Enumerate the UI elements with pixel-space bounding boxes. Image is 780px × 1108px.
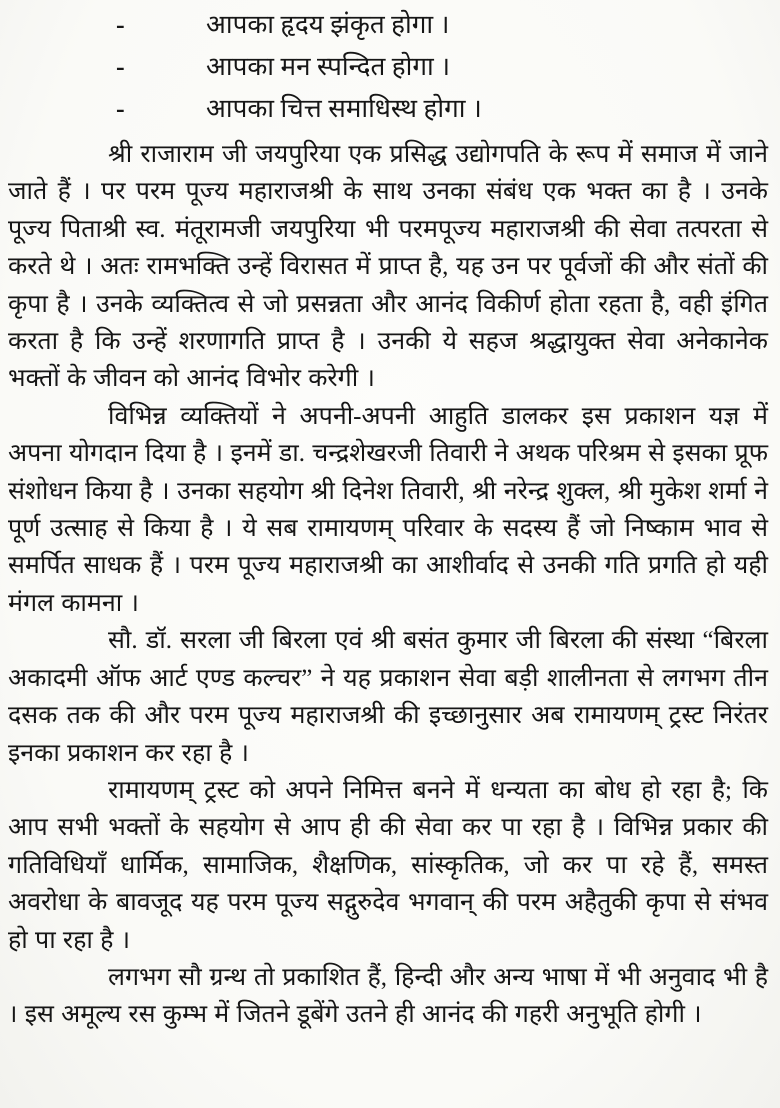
paragraph: श्री राजाराम जी जयपुरिया एक प्रसिद्ध उद्योगपति के रूप में समाज में जाने जाते हैं । पर परम पूज्य महाराजश्री के साथ उनका संबंध एक भक्त का है । उनके पूज्य पिताश्री स्व. मंतूरामजी जयपुरिया भी परमपूज्य महाराजश्री की सेवा तत्परता से करते थे । अतः रामभक्ति उन्हें विरासत में प्राप्त है, यह उन पर पूर्वजों की और संतों की कृपा है । उनके व्यक्तित्व से जो प्रसन्नता और आनंद विकीर्ण होता रहता है, वही इंगित करता है कि उन्हें शरणागति प्राप्त है । उनकी ये सहज श्रद्धायुक्त सेवा अनेकानेक भक्तों के जीवन को आनंद विभोर करेगी । — [8, 141, 768, 393]
paragraph: विभिन्न व्यक्तियों ने अपनी-अपनी आहुति डालकर इस प्रकाशन यज्ञ में अपना योगदान दिया है । इनमें डा. चन्द्रशेखरजी तिवारी ने अथक परिश्रम से इसका प्रूफ संशोधन किया है । उनका सहयोग श्री दिनेश तिवारी, श्री नरेन्द्र शुक्ल, श्री मुकेश शर्मा ने पूर्ण उत्साह से किया है । ये सब रामायणम् परिवार के सदस्य हैं जो निष्काम भाव से समर्पित साधक हैं । परम पूज्य महाराजश्री का आशीर्वाद से उनकी गति प्रगति हो यही मंगल कामना । — [8, 402, 768, 617]
bullet-item — [8, 46, 768, 88]
bullet-text: आपका मन स्पन्दित होगा । — [206, 52, 451, 81]
dash-marker: - — [116, 52, 125, 81]
bullet-text: आपका चित्त समाधिस्थ होगा । — [206, 94, 482, 123]
paragraph: रामायणम् ट्रस्ट को अपने निमित्त बनने में धन्यता का बोध हो रहा है; कि आप सभी भक्तों के सहयोग से आप ही की सेवा कर पा रहा है । विभिन्न प्रकार की गतिविधियाँ धार्मिक, सामाजिक, शैक्षणिक, सांस्कृतिक, जो कर पा रहे हैं, समस्त अवरोधा के बावजूद यह परम पूज्य सद्गुरुदेव भगवान् की परम अहैतुकी कृपा से संभव हो पा रहा है । — [8, 776, 768, 954]
dash-marker: - — [116, 10, 125, 39]
bullet-item — [8, 88, 768, 130]
paragraph: सौ. डॉ. सरला जी बिरला एवं श्री बसंत कुमार जी बिरला की संस्था “बिरला अकादमी ऑफ आर्ट एण्ड कल्चर” ने यह प्रकाशन सेवा बड़ी शालीनता से लगभग तीन दसक तक की और परम पूज्य महाराजश्री की इच्छानुसार अब रामायणम् ट्रस्ट निरंतर इनका प्रकाशन कर रहा है । — [8, 627, 768, 767]
paragraph: लगभग सौ ग्रन्थ तो प्रकाशित हैं, हिन्दी और अन्य भाषा में भी अनुवाद भी है । इस अमूल्य रस कुम्भ में जितने डूबेंगे उतने ही आनंद की गहरी अनुभूति होगी । — [8, 963, 768, 1029]
dash-marker: - — [116, 94, 125, 123]
bullet-list — [8, 4, 768, 130]
bullet-text: आपका हृदय झंकृत होगा । — [206, 10, 450, 39]
bullet-item — [8, 4, 768, 46]
body-text — [8, 136, 768, 1034]
